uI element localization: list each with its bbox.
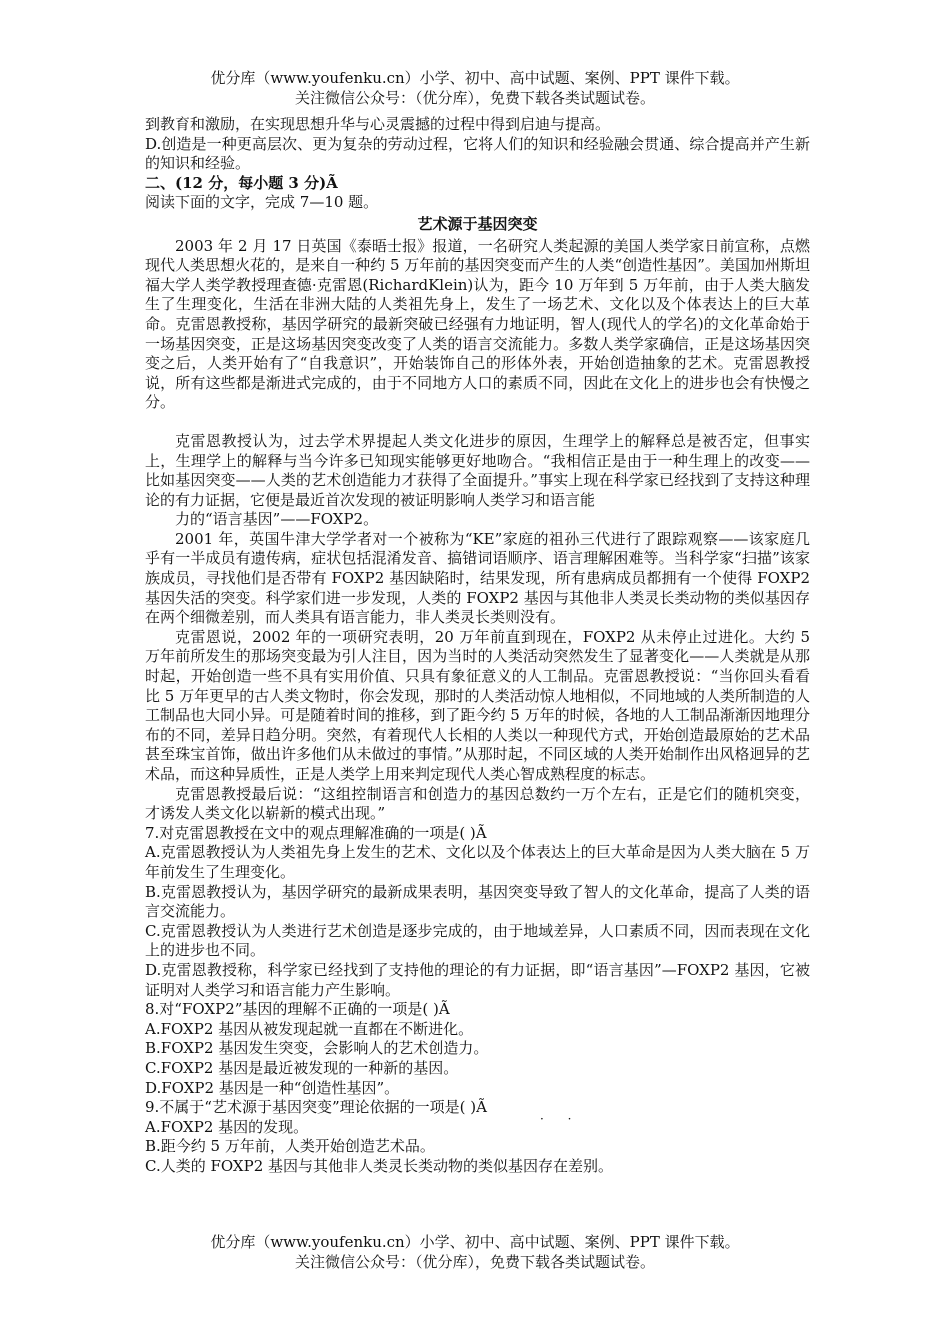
option-a: A.克雷恩教授认为人类祖先身上发生的艺术、文化以及个体表达上的巨大革命是因为人类大脑在 5 万年前发生了生理变化。 bbox=[145, 843, 810, 881]
question-stem: 8.对“FOXP2”基因的理解不正确的一项是( )Ã bbox=[145, 1000, 450, 1019]
option-c: C.人类的 FOXP2 基因与其他非人类灵长类动物的类似基因存在差别。 bbox=[145, 1156, 614, 1175]
footer-line-2: 关注微信公众号：（优分库），免费下载各类试题试卷。 bbox=[294, 1253, 655, 1271]
option-d: D.FOXP2 基因是一种“创造性基因”。 bbox=[145, 1078, 400, 1097]
article-paragraph-2-continued: 力的“语言基因”——FOXP2。 bbox=[175, 510, 379, 529]
option-b: B.距今约 5 万年前，人类开始创造艺术品。 bbox=[145, 1137, 435, 1156]
question-7 bbox=[145, 824, 810, 1000]
page-footer bbox=[0, 1232, 950, 1272]
option-a: A.FOXP2 基因的发现。 bbox=[145, 1117, 309, 1136]
question-9 bbox=[145, 1098, 810, 1176]
option-c: C.FOXP2 基因是最近被发现的一种新的基因。 bbox=[145, 1058, 459, 1077]
previous-option-d: D.创造是一种更高层次、更为复杂的劳动过程，它将人们的知识和经验融会贯通、综合提高并产生新的知识和经验。 bbox=[145, 134, 810, 173]
header-line-2: 关注微信公众号：（优分库），免费下载各类试题试卷。 bbox=[294, 89, 655, 107]
article-paragraph-3: 2001 年，英国牛津大学学者对一个被称为“KE”家庭的祖孙三代进行了跟踪观察——该家庭几乎有一半成员有遗传病，症状包括混淆发音、搞错词语顺序、语言理解困难等。当科学家“扫描”该家族成员，寻找他们是否带有 FOXP2 基因缺陷时，结果发现，所有患病成员都拥有一个使得 FOXP2 基因失活的突变。科学家们进一步发现，人类的 FOXP2 基因与其他非人类灵长类动物的类似基因存在两个细微差别，而人类具有语言能力，非人类灵长类则没有。 bbox=[145, 529, 810, 627]
article-paragraph-4: 克雷恩说，2002 年的一项研究表明，20 万年前直到现在，FOXP2 从未停止过进化。大约 5 万年前所发生的那场突变最为引人注目，因为当时的人类活动突然发生了显著变化——人类就是从那时起，开始创造一些不具有实用价值、只具有象征意义的人工制品。克雷恩教授说：“当你回头看看比 5 万年更早的古人类文物时，你会发现，那时的人类活动惊人地相似，不同地域的人类所制造的人工制品也大同小异。可是随着时间的推移，到了距今约 5 万年的时候，各地的人工制品渐渐因地理分布的不同，差异日趋分明。突然，有着现代人长相的人类以一种现代方式，开始创造最原始的艺术品甚至珠宝首饰，做出许多他们从未做过的事情。”从那时起，不同区域的人类开始制作出风格迥异的艺术品，而这种异质性，正是人类学上用来判定现代人类心智成熟程度的标志。 bbox=[145, 627, 810, 783]
emphasis-dots: · · bbox=[540, 1112, 582, 1127]
question-stem: 9.不属于“艺术源于基因突变”理论依据的一项是( )Ã bbox=[145, 1098, 487, 1117]
option-d: D.克雷恩教授称，科学家已经找到了支持他的理论的有力证据，即“语言基因”—FOXP2 基因，它被证明对人类学习和语言能力产生影响。 bbox=[145, 960, 810, 999]
section-instruction: 阅读下面的文字，完成 7—10 题。 bbox=[145, 193, 379, 212]
question-stem: 7.对克雷恩教授在文中的观点理解准确的一项是( )Ã bbox=[145, 823, 487, 842]
option-b: B.克雷恩教授认为，基因学研究的最新成果表明，基因突变导致了智人的文化革命，提高了人类的语言交流能力。 bbox=[145, 882, 810, 921]
question-8 bbox=[145, 1000, 810, 1098]
option-b: B.FOXP2 基因发生突变，会影响人的艺术创造力。 bbox=[145, 1039, 489, 1058]
header-line-1: 优分库（www.youfenku.cn）小学、初中、高中试题、案例、PPT 课件下载。 bbox=[210, 69, 740, 87]
option-a: A.FOXP2 基因从被发现起就一直都在不断进化。 bbox=[145, 1019, 474, 1038]
page-header bbox=[0, 68, 950, 108]
paragraph-gap bbox=[145, 413, 810, 432]
article-paragraph-2: 克雷恩教授认为，过去学术界提起人类文化进步的原因，生理学上的解释总是被否定，但事实上，生理学上的解释与当今许多已知现实能够更好地吻合。“我相信正是由于一种生理上的改变——比如基因突变——人类的艺术创造能力才获得了全面提升。”事实上现在科学家已经找到了支持这种理论的有力证据，它便是最近首次发现的被证明影响人类学习和语言能 bbox=[145, 431, 810, 509]
article-title: 艺术源于基因突变 bbox=[417, 214, 538, 233]
continued-line: 到教育和激励，在实现思想升华与心灵震撼的过程中得到启迪与提高。 bbox=[145, 115, 611, 133]
article-paragraph-5: 克雷恩教授最后说：“这组控制语言和创造力的基因总数约一万个左右，正是它们的随机突变，才诱发人类文化以崭新的模式出现。” bbox=[145, 784, 810, 823]
option-c: C.克雷恩教授认为人类进行艺术创造是逐步完成的，由于地域差异，人口素质不同，因而表现在文化上的进步也不同。 bbox=[145, 921, 810, 960]
article-paragraph-1: 2003 年 2 月 17 日英国《泰晤士报》报道，一名研究人类起源的美国人类学家日前宣称，点燃现代人类思想火花的，是来自一种约 5 万年前的基因突变而产生的人类“创造性基因”。美国加州斯坦福大学人类学教授理查德·克雷恩(RichardKlein)认为，距今 10 万年到 5 万年前，由于人类大脑发生了生理变化，生活在非洲大陆的人类祖先身上，发生了一场艺术、文化以及个体表达上的巨大革命。克雷恩教授称，基因学研究的最新突破已经强有力地证明，智人(现代人的学名)的文化革命始于一场基因突变，正是这场基因突变改变了人类的语言交流能力。多数人类学家确信，正是这场基因突变之后，人类开始有了“自我意识”，开始装饰自己的形体外表，开始创造抽象的艺术。克雷恩教授说，所有这些都是渐进式完成的，由于不同地方人口的素质不同，因此在文化上的进步也会有快慢之分。 bbox=[145, 236, 810, 412]
section-heading: 二、(12 分，每小题 3 分)Ã bbox=[145, 173, 338, 192]
footer-line-1: 优分库（www.youfenku.cn）小学、初中、高中试题、案例、PPT 课件下载。 bbox=[210, 1233, 740, 1251]
document-body bbox=[145, 115, 810, 1176]
